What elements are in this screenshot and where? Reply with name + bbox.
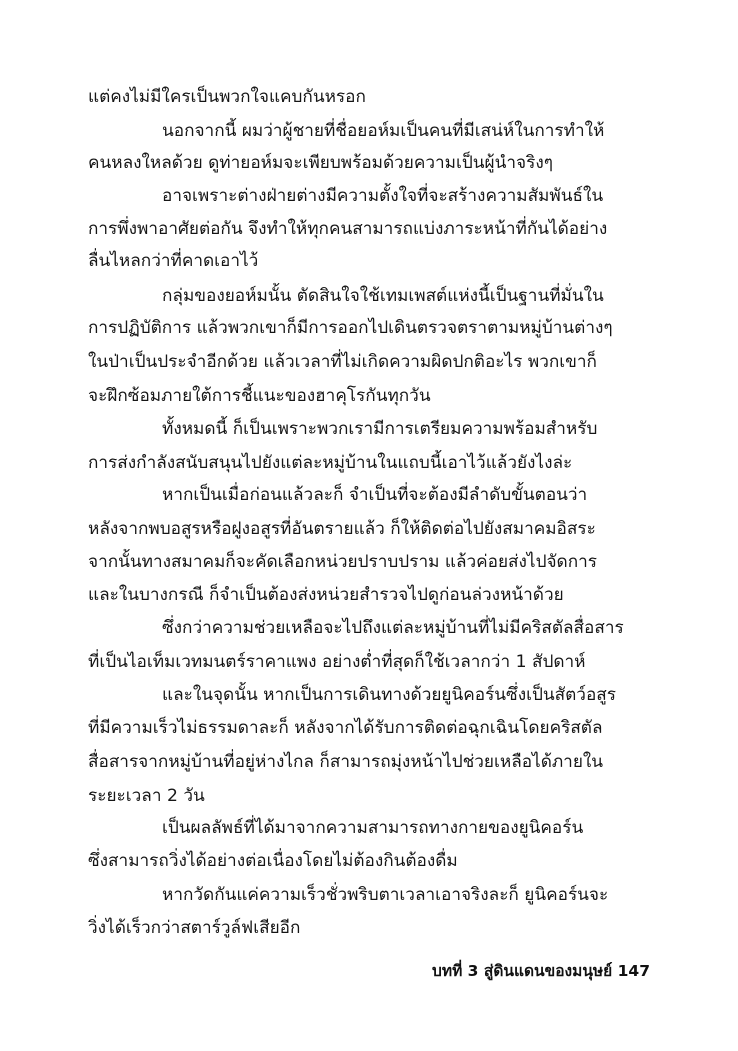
text-line: และในบางกรณี ก็จำเป็นต้องส่งหน่วยสำรวจไปดูก่อนล่วงหน้าด้วย (88, 585, 564, 605)
chapter-label: บทที่ 3 สู่ดินแดนของมนุษย์ (432, 962, 613, 980)
text-line: ซึ่งสามารถวิ่งได้อย่างต่อเนื่องโดยไม่ต้องกินต้องดื่ม (88, 851, 458, 871)
text-line: การปฏิบัติการ แล้วพวกเขาก็มีการออกไปเดินตรวจตราตามหมู่บ้านต่างๆ (88, 318, 613, 338)
paragraph-start-line: ทั้งหมดนี้ ก็เป็นเพราะพวกเรามีการเตรียมความพร้อมสำหรับ (162, 419, 598, 439)
paragraph-start-line: หากวัดกันแค่ความเร็วชั่วพริบตาเวลาเอาจริงละก็ ยูนิคอร์นจะ (162, 885, 609, 905)
page-footer (393, 961, 650, 981)
paragraph-start-line: ซึ่งกว่าความช่วยเหลือจะไปถึงแต่ละหมู่บ้านที่ไม่มีคริสตัลสื่อสาร (162, 618, 624, 638)
text-line: คนหลงใหลด้วย ดูท่ายอห์มจะเพียบพร้อมด้วยความเป็นผู้นำจริงๆ (88, 153, 553, 173)
text-line: การส่งกำลังสนับสนุนไปยังแต่ละหมู่บ้านในแถบนี้เอาไว้แล้วยังไงล่ะ (88, 453, 573, 473)
text-line: สื่อสารจากหมู่บ้านที่อยู่ห่างไกล ก็สามารถมุ่งหน้าไปช่วยเหลือได้ภายใน (88, 752, 604, 772)
text-line: วิ่งได้เร็วกว่าสตาร์วูล์ฟเสียอีก (88, 918, 301, 938)
text-line: ลื่นไหลกว่าที่คาดเอาไว้ (88, 251, 259, 271)
paragraph-start-line: นอกจากนี้ ผมว่าผู้ชายที่ชื่อยอห์มเป็นคนที่มีเสน่ห์ในการทำให้ (162, 121, 605, 141)
text-line: ที่มีความเร็วไม่ธรรมดาละก็ หลังจากได้รับการติดต่อฉุกเฉินโดยคริสตัล (88, 718, 603, 738)
text-line: การพึ่งพาอาศัยต่อกัน จึงทำให้ทุกคนสามารถแบ่งภาระหน้าที่กันได้อย่าง (88, 219, 608, 239)
text-line: แต่คงไม่มีใครเป็นพวกใจแคบกันหรอก (88, 87, 366, 107)
text-line: ระยะเวลา 2 วัน (88, 786, 205, 806)
text-line: จะฝึกซ้อมภายใต้การชี้แนะของฮาคุโรกันทุกวัน (88, 386, 431, 406)
paragraph-start-line: เป็นผลลัพธ์ที่ได้มาจากความสามารถทางกายของยูนิคอร์น (162, 818, 584, 838)
text-line: ที่เป็นไอเท็มเวทมนตร์ราคาแพง อย่างต่ำที่สุดก็ใช้เวลากว่า 1 สัปดาห์ (88, 652, 586, 672)
text-line: หลังจากพบอสูรหรือฝูงอสูรที่อันตรายแล้ว ก็ให้ติดต่อไปยังสมาคมอิสระ (88, 519, 596, 539)
paragraph-start-line: หากเป็นเมื่อก่อนแล้วละก็ จำเป็นที่จะต้องมีลำดับขั้นตอนว่า (162, 485, 588, 505)
text-line: จากนั้นทางสมาคมก็จะคัดเลือกหน่วยปราบปราม แล้วค่อยส่งไปจัดการ (88, 552, 598, 572)
paragraph-start-line: อาจเพราะต่างฝ่ายต่างมีความตั้งใจที่จะสร้างความสัมพันธ์ใน (162, 186, 604, 206)
page-number: 147 (617, 962, 650, 980)
paragraph-start-line: กลุ่มของยอห์มนั้น ตัดสินใจใช้เทมเพสต์แห่งนี้เป็นฐานที่มั่นใน (162, 286, 604, 306)
text-line: ในป่าเป็นประจำอีกด้วย แล้วเวลาที่ไม่เกิดความผิดปกติอะไร พวกเขาก็ (88, 352, 597, 372)
paragraph-start-line: และในจุดนั้น หากเป็นการเดินทางด้วยยูนิคอร์นซึ่งเป็นสัตว์อสูร (162, 685, 616, 705)
